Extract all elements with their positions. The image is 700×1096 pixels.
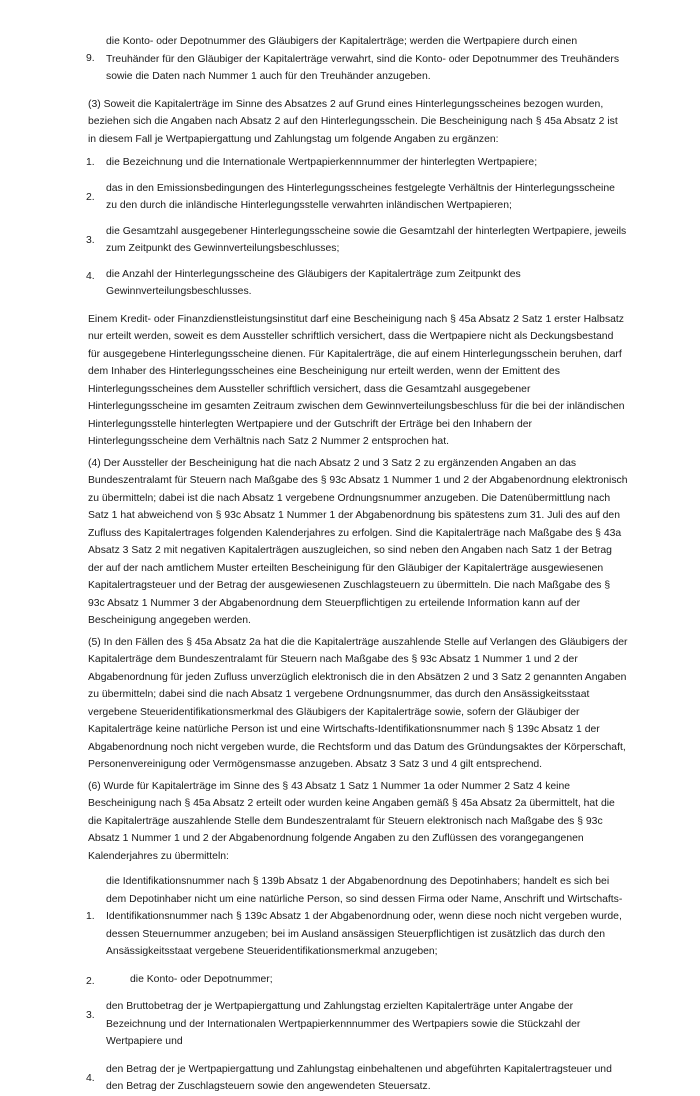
paragraph-6: (6) Wurde für Kapitalerträge im Sinne des § 43 Absatz 1 Satz 1 Nummer 1a oder Nummer 2 Satz 4 keine Bescheinigung nach § 45a Absatz 2 erteilt oder wurden keine Angaben gemäß § 45a Absatz 2a übermittelt, hat die die Kapitalerträge auszahlende Stelle dem Bundeszentralamt für Steuern elektronisch nach Maßgabe des § 93c Absatz 1 Nummer 1 und 2 der Abgabenordnung folgende Angaben zu den Zuflüssen des vorangegangenen Kalenderjahres zu übermitteln: — [88, 780, 615, 862]
list-item — [88, 873, 628, 961]
list-text: das in den Emissionsbedingungen des Hinterlegungsscheines festgelegte Verhältnis der Hinterlegungsscheine zu den durch die inländische Hinterlegungsstelle verwahrten inländischen Wertpapieren; — [106, 182, 615, 211]
list-number: 1. — [86, 157, 95, 168]
list-number: 3. — [86, 1010, 95, 1021]
document-body — [88, 33, 628, 1096]
list-number: 3. — [86, 234, 95, 246]
list-text: die Identifikationsnummer nach § 139b Absatz 1 der Abgabenordnung des Depotinhabers; handelt es sich bei dem Depotinhaber nicht um eine natürliche Person, so sind dessen Firma oder Name, Anschrift und Wirtschafts-Identifikationsnummer nach § 139c Absatz 1 der Abgabenordnung oder, wenn diese noch nicht vergeben wurde, dessen Steuernummer anzugeben; bei im Ausland ansässigen Steuerpflichtigen ist zusätzlich das durch den Ansässigkeitsstaat vergebene Steueridentifikationsmerkmal anzugeben; — [106, 876, 623, 957]
paragraph-4: (4) Der Aussteller der Bescheinigung hat die nach Absatz 2 und 3 Satz 2 zu ergänzenden Angaben an das Bundeszentralamt für Steuern nach Maßgabe des § 93c Absatz 1 Nummer 1 und 2 der Abgabenordnung elektronisch zu übermitteln; dabei ist die nach Absatz 1 vergebene Ordnungsnummer anzugeben. Die Datenübermittlung nach Satz 1 hat abweichend von § 93c Absatz 1 Nummer 1 der Abgabenordnung bis spätestens zum 31. Juli des auf den Zufluss des Kapitalertrages folgenden Kalenderjahres zu erfolgen. Sind die Kapitalerträge nach Maßgabe des § 43a Absatz 3 Satz 2 mit negativen Kapitalerträgen auszugleichen, so sind neben den Angaben nach Satz 1 der Betrag der auf der nach amtlichem Muster erteilten Bescheinigung für den Gläubiger der Kapitalerträge ausgewiesenen Kapitalertragsteuer und der Betrag der ausgewiesenen Zuschlagsteuern zu übermitteln. Die nach Maßgabe des § 93c Absatz 1 Nummer 3 der Abgabenordnung dem Steuerpflichtigen zu erteilende Information kann auf der Bescheinigung angegeben werden. — [88, 457, 628, 626]
list-number: 1. — [86, 911, 95, 922]
list-text: den Bruttobetrag der je Wertpapiergattung und Zahlungstag erzielten Kapitalerträge unter Angabe der Bezeichnung und der Internationalen Wertpapierkennnummer des Wertpapiers sowie die Stückzahl der Wertpapiere und — [106, 1001, 581, 1047]
paragraph-3-continued: Einem Kredit- oder Finanzdienstleistungsinstitut darf eine Bescheinigung nach § 45a Absatz 2 Satz 1 erster Halbsatz nur erteilt werden, soweit es dem Aussteller schriftlich versichert, dass die Wertpapiere nicht als Deckungsbestand für ausgegebene Hinterlegungsscheine dienen. Für Kapitalerträge, die auf einem Hinterlegungsschein beruhen, darf dem Inhaber des Hinterlegungsscheines eine Bescheinigung nur erteilt werden, wenn der Emittent des Hinterlegungsscheines dem Aussteller schriftlich versichert, dass die Gesamtzahl ausgegebener Hinterlegungsscheine im gesamten Zeitraum zwischen dem Gewinnverteilungsbeschluss für die bei der inländischen Hinterlegungsstelle hinterlegten Wertpapiere und der Gutschrift der Erträge bei den Inhabern der Hinterlegungsscheine dem Verhältnis nach Satz 2 Nummer 2 entsprochen hat. — [88, 313, 625, 447]
list-item — [88, 180, 628, 215]
list-item — [88, 971, 628, 989]
list-text: die Konto- oder Depotnummer; — [130, 973, 273, 985]
list-item — [88, 1061, 628, 1096]
list-text: die Bezeichnung und die Internationale Wertpapierkennnummer der hinterlegten Wertpapiere; — [106, 157, 538, 168]
list-number: 9. — [86, 53, 95, 64]
list-item — [88, 266, 628, 301]
paragraph-3: (3) Soweit die Kapitalerträge im Sinne des Absatzes 2 auf Grund eines Hinterlegungsscheines bezogen wurden, beziehen sich die Angaben nach Absatz 2 auf den Hinterlegungsschein. Die Bescheinigung nach § 45a Absatz 2 ist in diesem Fall je Wertpapiergattung und Zahlungstag um folgende Angaben zu ergänzen: — [88, 98, 618, 145]
list-item-9 — [88, 33, 628, 86]
paragraph-5: (5) In den Fällen des § 45a Absatz 2a hat die die Kapitalerträge auszahlende Stelle auf Verlangen des Gläubigers der Kapitalerträge dem Bundeszentralamt für Steuern nach Maßgabe des § 93c Absatz 1 Nummer 1 und 2 der Abgabenordnung für jeden Zufluss unverzüglich elektronisch die in den Absätzen 2 und 3 Satz 2 genannten Angaben zu übermitteln; dabei sind die nach Absatz 1 vergebene Ordnungsnummer, das durch den Ansässigkeitsstaat vergebene Steueridentifikationsmerkmal des Gläubigers der Kapitalerträge sowie, sofern der Gläubiger der Kapitalerträge keine natürliche Person ist und eine Wirtschafts-Identifikationsnummer nach § 139c Absatz 1 der Abgabenordnung noch nicht vergeben wurde, die Rechtsform und das Datum des Gründungsaktes der Körperschaft, Personenvereinigung oder Vermögensmasse anzugeben. Absatz 3 Satz 3 und 4 gilt entsprechend. — [88, 636, 628, 770]
list-item — [88, 998, 628, 1051]
list-text: die Konto- oder Depotnummer des Gläubigers der Kapitalerträge; werden die Wertpapiere durch einen Treuhänder für den Gläubiger der Kapitalerträge verwahrt, sind die Konto- oder Depotnummer des Treuhänders sowie die Daten nach Nummer 1 auch für den Treuhänder anzugeben. — [106, 36, 620, 82]
list-text: die Gesamtzahl ausgegebener Hinterlegungsscheine sowie die Gesamtzahl der hinterlegten Wertpapiere, jeweils zum Zeitpunkt des Gewinnverteilungsbeschlusses; — [106, 225, 627, 254]
list-number: 4. — [86, 270, 95, 282]
list-text: den Betrag der je Wertpapiergattung und Zahlungstag einbehaltenen und abgeführten Kapitalertragsteuer und den Betrag der Zuschlagsteuern sowie den angewendeten Steuersatz. — [106, 1063, 612, 1092]
list-item — [88, 223, 628, 258]
list-item — [88, 154, 628, 172]
list-text: die Anzahl der Hinterlegungsscheine des Gläubigers der Kapitalerträge zum Zeitpunkt des Gewinnverteilungsbeschlusses. — [106, 268, 521, 297]
list-number: 2. — [86, 191, 95, 203]
list-number: 2. — [86, 975, 95, 987]
list-number: 4. — [86, 1072, 95, 1084]
